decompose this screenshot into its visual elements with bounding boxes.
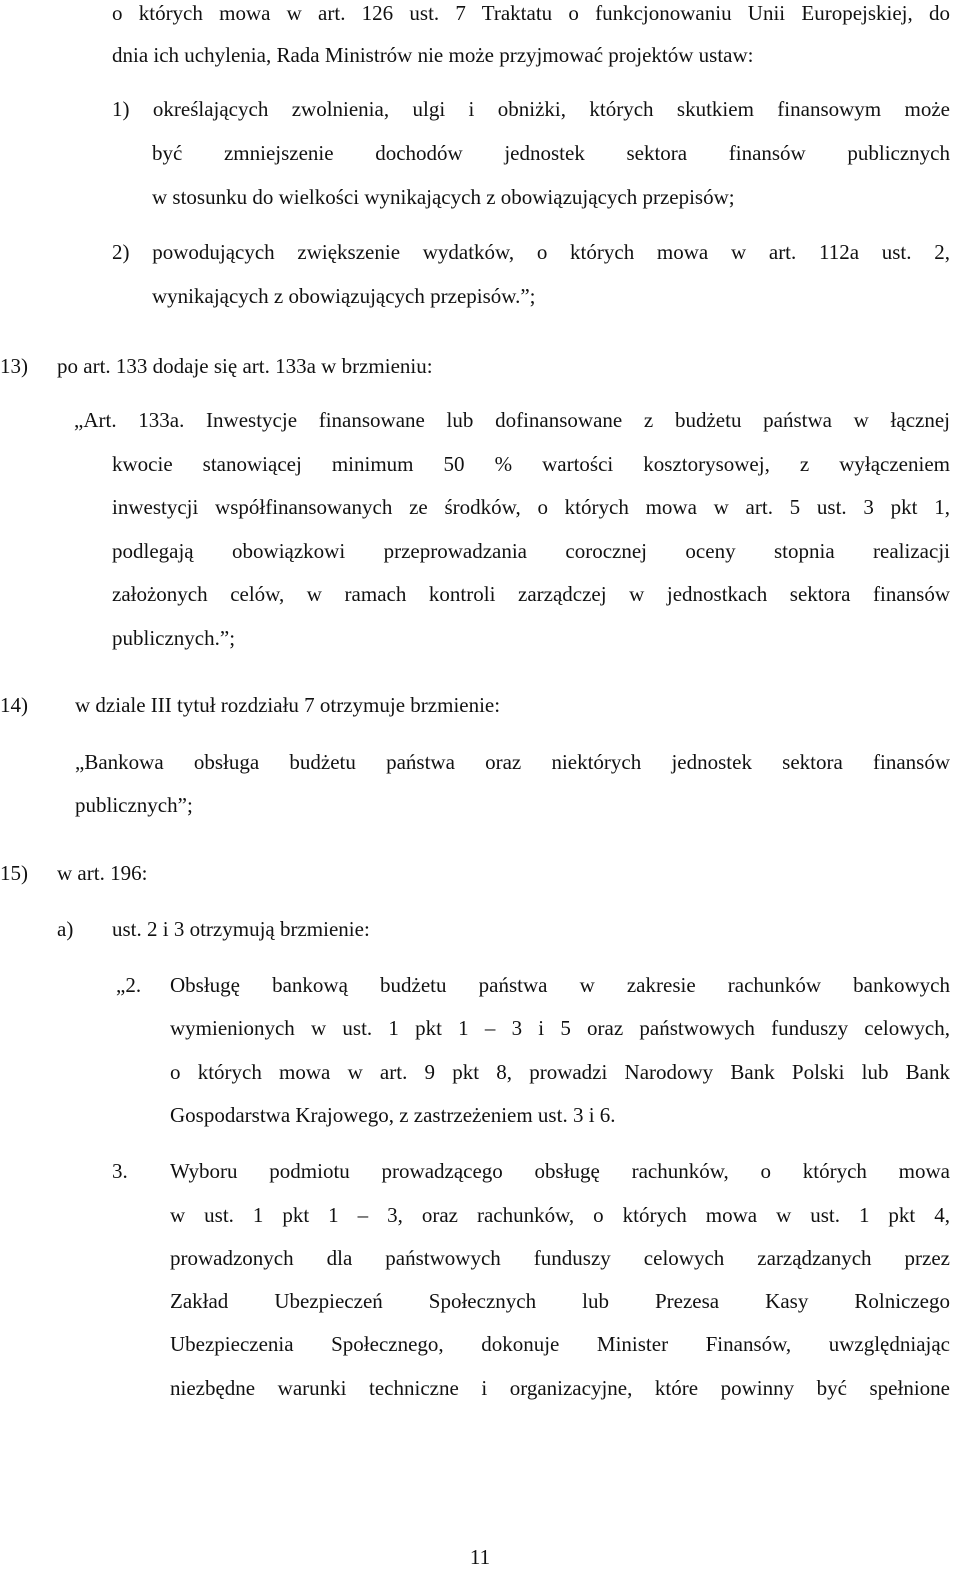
point-13-number: 13) — [0, 354, 28, 378]
ust-2-line-2: wymienionych w ust. 1 pkt 1 – 3 i 5 oraz państwowych funduszy celowych, — [170, 1016, 950, 1040]
item-1-line-1: 1) określających zwolnienia, ulgi i obniżki, których skutkiem finansowym może — [112, 97, 950, 121]
point-13-text: po art. 133 dodaje się art. 133a w brzmieniu: — [57, 354, 433, 378]
sub-a-letter: a) — [57, 917, 74, 941]
point-14-number: 14) — [0, 693, 28, 717]
sub-a-text: ust. 2 i 3 otrzymują brzmienie: — [112, 917, 370, 941]
page-number: 11 — [469, 1545, 491, 1569]
ust-3-line-6: niezbędne warunki techniczne i organizacyjne, które powinny być spełnione — [170, 1376, 950, 1400]
ust-2-line-1: Obsługę bankową budżetu państwa w zakresie rachunków bankowych — [170, 973, 950, 997]
item-2-line-1: 2) powodujących zwiększenie wydatków, o których mowa w art. 112a ust. 2, — [112, 240, 950, 264]
item-1-line-3: w stosunku do wielkości wynikających z obowiązujących przepisów; — [152, 185, 735, 209]
item-1-line-2: być zmniejszenie dochodów jednostek sektora finansów publicznych — [152, 141, 950, 165]
ust-2-number: „2. — [116, 973, 142, 997]
ust-2-line-3: o których mowa w art. 9 pkt 8, prowadzi Narodowy Bank Polski lub Bank — [170, 1060, 950, 1084]
ust-3-line-4: Zakład Ubezpieczeń Społecznych lub Prezesa Kasy Rolniczego — [170, 1289, 950, 1313]
art-133a-line-2: kwocie stanowiącej minimum 50 % wartości kosztorysowej, z wyłączeniem — [112, 452, 950, 476]
intro-line-1: o których mowa w art. 126 ust. 7 Traktatu o funkcjonowaniu Unii Europejskiej, do — [112, 1, 950, 25]
item-2-line-2: wynikających z obowiązujących przepisów.”; — [152, 284, 536, 308]
art-133a-line-1: „Art. 133a. Inwestycje finansowane lub dofinansowane z budżetu państwa w łącznej — [74, 408, 950, 432]
ust-3-line-1: Wyboru podmiotu prowadzącego obsługę rachunków, o których mowa — [170, 1159, 950, 1183]
chapter-title-line-1: „Bankowa obsługa budżetu państwa oraz niektórych jednostek sektora finansów — [75, 750, 950, 774]
ust-2-line-4: Gospodarstwa Krajowego, z zastrzeżeniem ust. 3 i 6. — [170, 1103, 616, 1127]
ust-3-line-5: Ubezpieczenia Społecznego, dokonuje Minister Finansów, uwzględniając — [170, 1332, 950, 1356]
art-133a-line-4: podlegają obowiązkowi przeprowadzania corocznej oceny stopnia realizacji — [112, 539, 950, 563]
point-15-text: w art. 196: — [57, 861, 148, 885]
point-15-number: 15) — [0, 861, 28, 885]
intro-line-2: dnia ich uchylenia, Rada Ministrów nie może przyjmować projektów ustaw: — [112, 43, 754, 67]
ust-3-line-3: prowadzonych dla państwowych funduszy celowych zarządzanych przez — [170, 1246, 950, 1270]
art-133a-line-5: założonych celów, w ramach kontroli zarządczej w jednostkach sektora finansów — [112, 582, 950, 606]
point-14-text: w dziale III tytuł rozdziału 7 otrzymuje brzmienie: — [75, 693, 501, 717]
art-133a-line-6: publicznych.”; — [112, 626, 236, 650]
art-133a-line-3: inwestycji współfinansowanych ze środków, o których mowa w art. 5 ust. 3 pkt 1, — [112, 495, 950, 519]
ust-3-number: 3. — [112, 1159, 128, 1183]
chapter-title-line-2: publicznych”; — [75, 793, 193, 817]
ust-3-line-2: w ust. 1 pkt 1 – 3, oraz rachunków, o których mowa w ust. 1 pkt 4, — [170, 1203, 950, 1227]
